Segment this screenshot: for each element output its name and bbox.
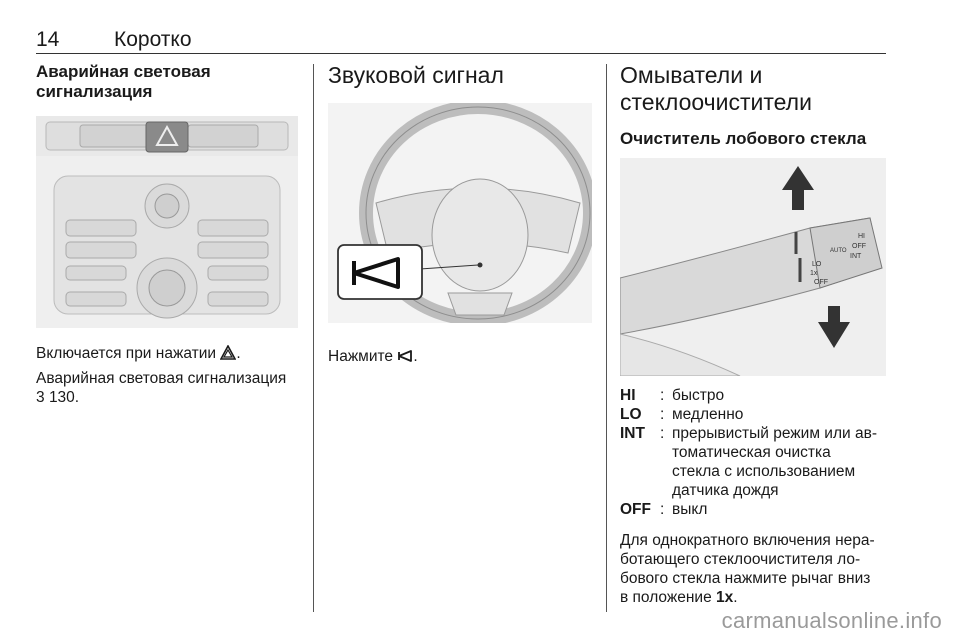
column-divider-2: [606, 64, 607, 612]
svg-text:AUTO: AUTO: [830, 248, 847, 254]
column-divider-1: [313, 64, 314, 612]
hazard-text-2: Аварийная световая сигнализация 3 130.: [36, 370, 287, 406]
svg-text:LO: LO: [812, 261, 822, 268]
definition-row: HI : быстро: [620, 387, 725, 404]
horn-text: Нажмите .: [328, 348, 418, 365]
definition-row: INT : прерывистый режим или ав- томатическая очистка стекла с использованием датчика дождя: [620, 425, 877, 499]
column-wipers: [620, 62, 886, 607]
column-horn: [328, 62, 592, 366]
wiper-mode-definitions: [620, 386, 886, 519]
reference-arrow-icon: 3: [36, 389, 45, 406]
svg-text:OFF: OFF: [814, 279, 828, 286]
reference-page[interactable]: 130.: [48, 389, 80, 406]
svg-text:HI: HI: [858, 233, 865, 240]
windscreen-wiper-subheading: Очиститель лобового стекла: [620, 129, 867, 148]
single-wipe-paragraph: Для однократного включения нера- ботающего стеклоочистителя ло- бового стекла нажмите рычаг вниз в положение 1x.: [620, 532, 875, 606]
svg-text:1x: 1x: [810, 270, 818, 277]
page-number: 14: [36, 28, 60, 51]
column-hazard: [36, 62, 298, 407]
page-header: [36, 28, 886, 54]
hazard-triangle-icon: [220, 345, 236, 360]
header-rule: [36, 53, 886, 54]
wiper-lever-illustration: [620, 158, 886, 376]
definition-row: LO : медленно: [620, 406, 744, 423]
svg-text:INT: INT: [850, 253, 862, 260]
watermark: carmanualsonline.info: [721, 608, 942, 633]
svg-text:OFF: OFF: [852, 243, 866, 250]
horn-icon: [397, 349, 413, 363]
steering-wheel-illustration: [328, 103, 592, 323]
hazard-panel-illustration: [36, 116, 298, 328]
definition-row: OFF : выкл: [620, 501, 708, 518]
horn-heading: Звуковой сигнал: [328, 62, 504, 88]
section-title: Коротко: [114, 28, 192, 51]
hazard-text-1: Включается при нажатии .: [36, 345, 241, 362]
wipers-heading: Омыватели и стеклоочистители: [620, 62, 812, 115]
hazard-heading: Аварийная световая сигнализация: [36, 62, 211, 101]
